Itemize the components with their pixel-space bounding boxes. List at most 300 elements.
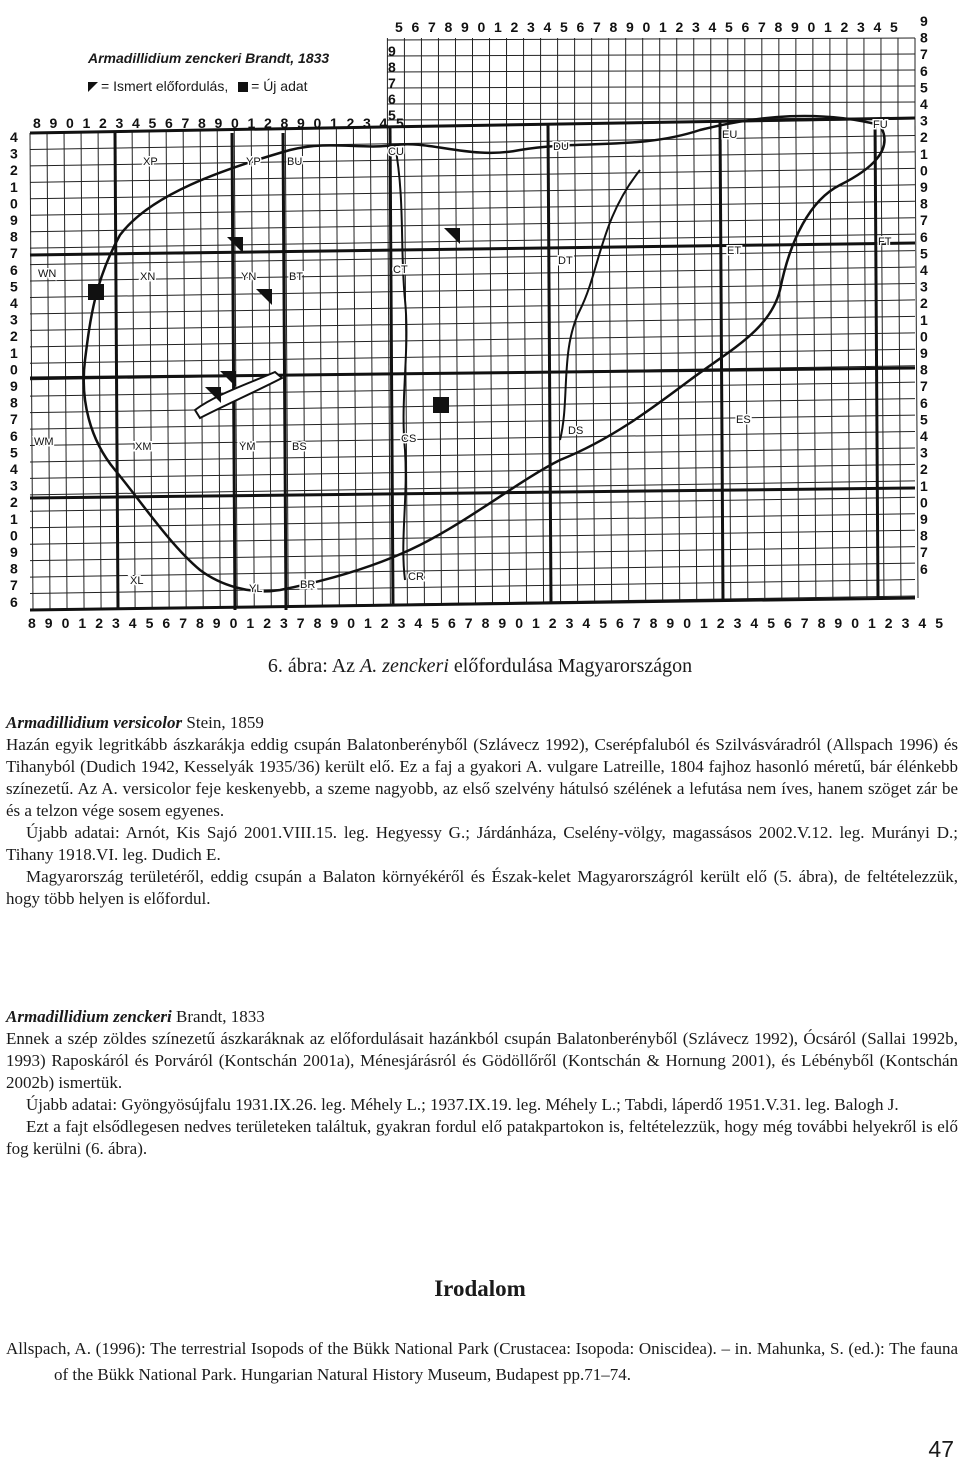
axis-digit-top: 0	[231, 115, 239, 131]
known-record-legend-icon	[88, 82, 98, 92]
grid-line-horizontal	[30, 218, 915, 232]
grid-square-label: WN	[38, 268, 57, 280]
axis-digit-left: 7	[10, 245, 18, 262]
axis-digit-bottom: 8	[817, 615, 826, 631]
axis-digit-bottom: 6	[784, 615, 792, 631]
axis-digit-left: 0	[10, 361, 18, 378]
axis-digit-right: 2	[920, 129, 928, 146]
grid-square-label: ET	[727, 245, 742, 257]
axis-digit-bottom: 7	[632, 615, 641, 631]
axis-digit-left: 5	[10, 278, 18, 295]
grid-line-vertical	[30, 133, 33, 610]
grid-line-vertical	[847, 119, 850, 599]
map-species-title: Armadillidium zenckeri Brandt, 1833	[88, 50, 330, 66]
axis-digit-left: 8	[10, 560, 18, 577]
axis-digit-bottom: 3	[397, 615, 406, 631]
axis-digit-left: 2	[10, 328, 18, 345]
axis-digit-top: 3	[115, 115, 124, 131]
axis-digit-inner: 7	[388, 75, 396, 91]
axis-digit-top: 8	[198, 115, 206, 131]
grid-square-label: DU	[553, 141, 569, 153]
axis-digit-right: 6	[920, 228, 928, 245]
axis-digit-top: 7	[758, 19, 766, 35]
axis-digit-top: 1	[824, 19, 832, 35]
grid-square-label: XN	[140, 271, 156, 283]
reference-entry: Allspach, A. (1996): The terrestrial Isopods of the Bükk National Park (Crustacea: Isopoda: Oniscidea). – in. Mahunka, S. (ed.): The fauna of the Bükk National Park. Hungarian Natural History Museum, Budapest pp.71–74.	[6, 1339, 958, 1384]
grid-line-vertical	[813, 120, 816, 600]
grid-line-horizontal	[387, 102, 915, 104]
axis-digit-top: 3	[692, 19, 700, 35]
axis-digit-top: 5	[725, 19, 733, 35]
axis-digit-top: 0	[477, 19, 486, 35]
grid-square-label: WM	[34, 436, 54, 448]
axis-digit-top: 3	[857, 19, 865, 35]
axis-digit-inner: 9	[388, 43, 396, 59]
axis-digit-top: 8	[444, 19, 453, 35]
axis-digit-bottom: 9	[834, 615, 843, 631]
grid-line-horizontal	[387, 38, 915, 40]
axis-digit-top: 1	[247, 115, 256, 131]
grid-line-horizontal	[387, 54, 915, 56]
grid-line-vertical	[455, 126, 458, 604]
axis-digit-top: 2	[510, 19, 519, 35]
grid-line-horizontal	[30, 399, 915, 413]
axis-digit-left: 9	[10, 378, 18, 394]
axis-digit-top: 5	[395, 19, 403, 35]
axis-digit-right: 8	[920, 361, 928, 378]
grid-square-label: DS	[568, 425, 584, 437]
legend-new-label: = Új adat	[251, 78, 308, 94]
axis-digit-top: 2	[840, 19, 849, 35]
axis-digit-top: 8	[774, 19, 783, 35]
grid-square-label: YN	[241, 271, 257, 283]
axis-digit-left: 2	[10, 162, 18, 179]
legend-known-label: = Ismert előfordulás,	[101, 78, 229, 94]
grid-line-vertical	[677, 122, 680, 601]
axis-digit-top: 0	[313, 115, 322, 131]
grid-line-horizontal	[30, 316, 915, 330]
known-record-marker	[256, 289, 272, 305]
grid-square-label: XM	[135, 441, 152, 453]
axis-digit-top: 4	[708, 19, 717, 35]
axis-digit-bottom: 2	[716, 615, 725, 631]
axis-digit-bottom: 8	[28, 615, 36, 631]
axis-digit-top: 6	[576, 19, 585, 35]
grid-line-horizontal	[30, 283, 915, 297]
axis-digit-left: 2	[10, 494, 18, 511]
grid-line-vertical	[217, 130, 220, 608]
axis-digit-left: 4	[10, 295, 18, 311]
grid-line-vertical	[64, 132, 67, 609]
page-number: 47	[928, 1436, 954, 1462]
axis-digit-top: 2	[346, 115, 355, 131]
axis-digit-top: 7	[181, 115, 190, 131]
axis-digit-bottom: 6	[162, 615, 171, 631]
grid-square-label: XP	[143, 156, 158, 168]
grid-line-vertical	[694, 122, 697, 601]
species-author: Brandt, 1833	[176, 1007, 265, 1026]
grid-line-horizontal	[30, 382, 915, 396]
grid-line-vertical	[898, 118, 901, 598]
figure-caption	[0, 655, 960, 678]
axis-digit-right: 0	[920, 162, 928, 179]
grid-square-label: EU	[722, 129, 738, 141]
grid-line-vertical	[660, 122, 663, 601]
axis-digit-top: 9	[791, 19, 799, 35]
axis-digit-left: 4	[10, 129, 18, 145]
axis-digit-bottom: 0	[851, 615, 859, 631]
grid-line-vertical	[745, 121, 748, 600]
axis-digit-left: 7	[10, 577, 18, 594]
axis-digit-bottom: 3	[280, 615, 288, 631]
axis-digit-bottom: 8	[649, 615, 658, 631]
axis-digit-left: 9	[10, 544, 18, 560]
grid-square-label: CS	[401, 433, 417, 445]
axis-digit-top: 0	[66, 115, 74, 131]
paragraph: Újabb adatai: Gyöngyösújfalu 1931.IX.26. leg. Méhely L.; 1937.IX.19. leg. Méhely L.; Tabdi, láperdő 1951.V.31. leg. Balogh J.	[26, 1095, 899, 1114]
grid-line-vertical	[609, 123, 612, 602]
axis-digit-bottom: 5	[431, 615, 439, 631]
axis-digit-bottom: 7	[800, 615, 809, 631]
axis-digit-left: 6	[10, 261, 18, 278]
grid-line-vertical	[541, 124, 544, 603]
axis-digit-bottom: 3	[565, 615, 574, 631]
axis-digit-right: 9	[920, 345, 928, 361]
grid-line-vertical	[762, 121, 765, 600]
grid-line-horizontal	[387, 70, 915, 72]
axis-digit-top: 1	[330, 115, 338, 131]
distribution-map	[0, 0, 960, 640]
axis-digit-top: 0	[807, 19, 816, 35]
axis-digit-right: 1	[920, 145, 928, 162]
axis-digit-bottom: 2	[380, 615, 389, 631]
axis-digit-right: 5	[920, 411, 928, 428]
axis-digit-bottom: 3	[901, 615, 910, 631]
axis-digit-right: 8	[920, 527, 928, 544]
axis-digit-bottom: 6	[616, 615, 624, 631]
grid-line-horizontal	[30, 349, 915, 363]
grid-line-vertical	[302, 128, 305, 606]
axis-digit-top: 2	[675, 19, 684, 35]
grid-line-horizontal	[30, 547, 915, 561]
axis-digit-bottom: 2	[884, 615, 893, 631]
grid-line-vertical	[421, 126, 424, 604]
axis-digit-bottom: 0	[229, 615, 238, 631]
grid-square-label: ES	[736, 414, 751, 426]
axis-digit-inner: 8	[388, 59, 396, 75]
axis-digit-bottom: 5	[145, 615, 154, 631]
grid-line-horizontal	[30, 415, 915, 429]
grid-line-vertical	[200, 130, 203, 608]
axis-digit-top: 9	[461, 19, 469, 35]
axis-digit-bottom: 1	[700, 615, 708, 631]
axis-digit-bottom: 9	[498, 615, 507, 631]
grid-line-horizontal	[30, 514, 915, 528]
axis-digit-right: 5	[920, 245, 928, 262]
axis-digit-top: 4	[379, 115, 388, 131]
axis-digit-bottom: 1	[364, 615, 372, 631]
grid-line-vertical	[524, 125, 527, 604]
grid-line-vertical	[864, 119, 867, 599]
axis-digit-bottom: 2	[548, 615, 557, 631]
section-zenckeri	[6, 1006, 958, 1160]
grid-line-vertical	[507, 125, 510, 604]
paragraph: Hazán egyik legritkább ászkarákja eddig csupán Balatonberényből (Szlávecz 1992), Cserépfaluból és Szilvásváradról (Allspach 1996) és Tihanyból (Dudich 1942, Kesselyák 1935/36) került elő. Ez a faj a gyakori A. vulgare Latreille, 1804 fajhoz hasonló méretű, bár élénkebb színezetű. Az A. versicolor feje keskenyebb, a szeme nagyobb, az első szelvény hátulsó szélének a lefutása nem íves, hanem szöget zár be és a telzon vége sosem egyenes.	[6, 735, 958, 820]
axis-digit-bottom: 5	[935, 615, 943, 631]
grid-line-vertical	[319, 128, 322, 606]
axis-digit-right: 1	[920, 477, 928, 494]
grid-line-vertical	[47, 133, 50, 610]
axis-digit-left: 8	[10, 394, 18, 411]
new-record-legend-icon	[238, 82, 248, 92]
axis-digit-bottom: 2	[95, 615, 103, 631]
axis-digit-left: 7	[10, 411, 18, 428]
axis-digit-bottom: 4	[128, 615, 137, 631]
species-name: Armadillidium zenckeri	[6, 1007, 172, 1026]
axis-digit-top: 4	[543, 19, 552, 35]
axis-digit-top: 1	[82, 115, 91, 131]
axis-digit-bottom: 9	[666, 615, 675, 631]
axis-digit-top: 3	[527, 19, 535, 35]
axis-digit-right: 0	[920, 494, 928, 511]
axis-digit-bottom: 7	[296, 615, 305, 631]
grid-square-label: BU	[287, 156, 303, 168]
axis-digit-bottom: 5	[767, 615, 775, 631]
axis-digit-bottom: 0	[347, 615, 355, 631]
axis-digit-bottom: 2	[263, 615, 271, 631]
grid-square-label: CT	[393, 264, 408, 276]
axis-digit-top: 8	[280, 115, 289, 131]
axis-digit-right: 9	[920, 179, 928, 195]
axis-digit-top: 4	[873, 19, 882, 35]
axis-digit-left: 3	[10, 477, 18, 494]
axis-digit-top: 4	[132, 115, 140, 131]
axis-digit-right: 7	[920, 378, 928, 395]
axis-digit-left: 1	[10, 178, 18, 195]
axis-digit-bottom: 9	[44, 615, 53, 631]
axis-digit-left: 5	[10, 444, 18, 461]
paragraph: Magyarország területéről, eddig csupán a Balaton környékéről és Észak-kelet Magyarországról került elő (5. ábra), de feltételezzük, hogy több helyen is előfordul.	[6, 867, 958, 908]
axis-digit-right: 2	[920, 295, 928, 312]
caption-rest: előfordulása Magyarországon	[453, 655, 693, 677]
axis-digit-top: 5	[560, 19, 568, 35]
axis-digit-bottom: 3	[733, 615, 742, 631]
axis-digit-bottom: 5	[599, 615, 607, 631]
grid-square-label: YL	[249, 583, 263, 595]
axis-digit-left: 1	[10, 510, 18, 527]
grid-line-vertical	[711, 121, 714, 600]
axis-digit-top: 9	[214, 115, 223, 131]
new-record-marker	[433, 397, 449, 413]
section-versicolor	[6, 712, 958, 910]
grid-square-label: BR	[300, 579, 316, 591]
grid-line-horizontal	[30, 300, 915, 314]
axis-digit-top: 2	[264, 115, 272, 131]
grid-line-horizontal	[387, 86, 915, 88]
axis-digit-top: 5	[396, 115, 404, 131]
grid-line-vertical	[251, 129, 254, 607]
paragraph: Ennek a szép zöldes színezetű ászkaráknak az előfordulásait hazánkból csupán Balatonberényből (Szlávecz 1992), Ócsáról (Sallai 1992b, 1993) Raposkáról és Porváról (Kontschán 2001a), Ménesjárásról és Gödöllőről (Kontschán & Hornung 2001), és Lébényből (Kontschán 2002b) ismertük.	[6, 1029, 958, 1092]
axis-digit-left: 3	[10, 311, 18, 328]
grid-line-vertical	[473, 126, 476, 605]
axis-digit-left: 9	[10, 212, 18, 228]
axis-digit-bottom: 1	[868, 615, 876, 631]
axis-digit-right: 6	[920, 394, 928, 411]
grid-line-vertical	[575, 124, 578, 603]
axis-digit-bottom: 4	[414, 615, 423, 631]
axis-digit-top: 1	[659, 19, 667, 35]
axis-digit-bottom: 8	[481, 615, 490, 631]
axis-digit-top: 6	[741, 19, 750, 35]
axis-digit-top: 0	[642, 19, 651, 35]
grid-line-vertical	[796, 120, 799, 600]
grid-line-vertical	[183, 130, 186, 608]
axis-digit-bottom: 9	[330, 615, 339, 631]
new-record-marker	[88, 284, 104, 300]
grid-line-vertical	[779, 120, 782, 600]
paragraph: Újabb adatai: Arnót, Kis Sajó 2001.VIII.15. leg. Hegyessy G.; Járdánháza, Cselény-völgy, magassásos 2002.V.12. leg. Murányi D.; Tihany 1918.VI. leg. Dudich E.	[6, 823, 958, 864]
caption-species: A. zenckeri	[360, 655, 449, 677]
axis-digit-right: 4	[920, 96, 928, 112]
grid-square-label: CU	[388, 146, 404, 158]
axis-digit-bottom: 3	[112, 615, 120, 631]
axis-digit-top: 2	[99, 115, 107, 131]
grid-line-horizontal	[30, 333, 915, 347]
axis-digit-bottom: 7	[464, 615, 473, 631]
axis-digit-top: 7	[428, 19, 436, 35]
axis-digit-top: 9	[297, 115, 305, 131]
axis-digit-right: 0	[920, 328, 928, 345]
grid-line-vertical	[915, 118, 918, 598]
grid-square-label: FU	[873, 119, 888, 131]
axis-digit-right: 6	[920, 560, 928, 577]
axis-digit-bottom: 1	[246, 615, 255, 631]
grid-line-vertical	[490, 125, 493, 604]
axis-digit-left: 8	[10, 228, 18, 245]
grid-line-horizontal	[30, 563, 915, 577]
axis-digit-right: 2	[920, 461, 928, 478]
axis-digit-bottom: 1	[78, 615, 87, 631]
grid-line-vertical	[370, 127, 373, 605]
grid-map-svg	[0, 0, 960, 640]
axis-digit-inner: 6	[388, 91, 396, 107]
grid-line-vertical	[728, 121, 731, 600]
section-title	[6, 1006, 958, 1028]
paragraph: Ezt a fajt elsődlegesen nedves területeken találtuk, gyakran fordul elő patakpartokon is, feltételezzük, hogy még további helyekről is elő fog kerülni (6. ábra).	[6, 1117, 958, 1158]
axis-digit-left: 3	[10, 145, 18, 162]
axis-digit-right: 7	[920, 212, 928, 229]
known-record-marker	[220, 371, 236, 387]
axis-digit-bottom: 4	[750, 615, 759, 631]
species-author: Stein, 1859	[186, 713, 264, 732]
axis-digit-top: 6	[411, 19, 420, 35]
grid-line-horizontal	[30, 448, 915, 462]
grid-line-vertical	[132, 131, 135, 608]
grid-line-vertical	[881, 119, 884, 599]
axis-digit-bottom: 7	[179, 615, 187, 631]
axis-digit-right: 9	[920, 13, 928, 29]
section-title	[6, 712, 958, 734]
grid-square-label: YM	[239, 441, 256, 453]
grid-square-label: FT	[878, 236, 892, 248]
axis-digit-inner: 5	[388, 107, 396, 123]
grid-line-vertical	[558, 124, 561, 603]
axis-digit-top: 1	[494, 19, 502, 35]
references-heading: Irodalom	[434, 1276, 526, 1301]
axis-digit-bottom: 6	[448, 615, 456, 631]
caption-number: 6. ábra: Az	[267, 655, 356, 677]
axis-digit-top: 8	[33, 115, 41, 131]
axis-digit-bottom: 9	[212, 615, 221, 631]
axis-digit-right: 8	[920, 29, 928, 46]
axis-digit-bottom: 4	[918, 615, 927, 631]
grid-square-label: CR	[408, 571, 424, 583]
axis-digit-left: 0	[10, 195, 18, 212]
grid-line-horizontal	[30, 432, 915, 446]
grid-line-vertical	[353, 128, 356, 606]
axis-digit-left: 4	[10, 461, 18, 477]
axis-digit-right: 7	[920, 544, 928, 561]
axis-digit-bottom: 0	[683, 615, 691, 631]
axis-digit-right: 5	[920, 79, 928, 96]
axis-digit-left: 1	[10, 344, 18, 361]
axis-digit-bottom: 8	[313, 615, 322, 631]
grid-line-horizontal	[30, 497, 915, 511]
axis-digit-bottom: 0	[515, 615, 523, 631]
grid-line-vertical	[268, 129, 271, 607]
species-name: Armadillidium versicolor	[6, 713, 183, 732]
grid-line-vertical	[592, 123, 595, 602]
grid-square-label: DT	[558, 255, 573, 267]
axis-digit-right: 6	[920, 62, 928, 79]
axis-digit-right: 4	[920, 428, 928, 444]
grid-line-vertical	[643, 123, 646, 602]
grid-square-label: YP	[246, 156, 261, 168]
axis-digit-right: 4	[920, 262, 928, 278]
axis-digit-bottom: 1	[532, 615, 540, 631]
grid-line-vertical	[626, 123, 629, 602]
axis-digit-top: 6	[165, 115, 173, 131]
axis-digit-right: 1	[920, 311, 928, 328]
axis-digit-top: 5	[148, 115, 157, 131]
axis-digit-top: 9	[626, 19, 634, 35]
axis-digit-right: 3	[920, 278, 928, 295]
references-list	[6, 1336, 958, 1388]
grid-line-horizontal	[30, 464, 915, 478]
axis-digit-bottom: 0	[61, 615, 70, 631]
axis-digit-bottom: 4	[582, 615, 591, 631]
axis-digit-top: 9	[49, 115, 58, 131]
axis-digit-left: 0	[10, 527, 18, 544]
axis-digit-left: 6	[10, 593, 18, 610]
map-legend	[88, 78, 308, 94]
lake-balaton	[195, 372, 282, 418]
axis-digit-right: 8	[920, 195, 928, 212]
grid-square-label: BT	[289, 271, 304, 283]
grid-line-vertical	[336, 128, 339, 606]
axis-digit-right: 7	[920, 46, 928, 63]
grid-square-label: XL	[130, 575, 144, 587]
grid-square-label: BS	[292, 441, 307, 453]
axis-digit-bottom: 8	[196, 615, 204, 631]
axis-digit-right: 9	[920, 511, 928, 527]
axis-digit-top: 5	[890, 19, 898, 35]
grid-line-vertical	[98, 132, 101, 609]
axis-digit-right: 3	[920, 444, 928, 461]
grid-line-vertical	[149, 131, 152, 608]
axis-digit-top: 3	[363, 115, 371, 131]
axis-digit-right: 3	[920, 112, 928, 129]
